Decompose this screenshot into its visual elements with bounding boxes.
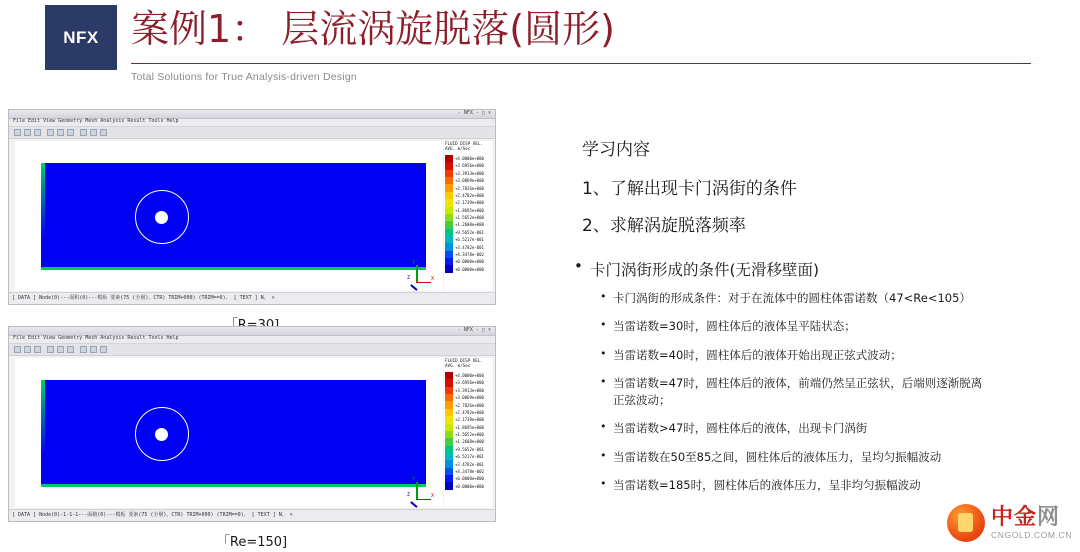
app-toolbar-1[interactable] xyxy=(9,127,495,139)
legend-value: +6.5217e-001 xyxy=(455,454,484,460)
legend-value: +0.0000e+000 xyxy=(455,483,484,489)
app-menubar-text-2: File Edit View Geometry Mesh Analysis Result Tools Help xyxy=(13,335,179,341)
wall-boundary-1 xyxy=(41,267,426,270)
watermark-brand xyxy=(991,506,1072,529)
cfd-screenshot-2 xyxy=(8,326,496,522)
content-column xyxy=(560,135,1070,505)
app-menubar-1[interactable] xyxy=(9,119,495,127)
bullet-item: • 当雷诺数>47时，圆柱体后的液体，出现卡门涡街 xyxy=(600,420,1070,437)
legend-value: +2.7826e+000 xyxy=(455,185,484,191)
section-title: • 卡门涡街形成的条件(无滑移壁面) xyxy=(574,258,1070,280)
bullet-text-continued: 正弦波动； xyxy=(613,393,671,407)
app-menubar-text-1: File Edit View Geometry Mesh Analysis Result Tools Help xyxy=(13,118,179,124)
toolbar-icon-open[interactable] xyxy=(14,346,21,353)
logo-label: NFX xyxy=(63,27,99,47)
header-divider xyxy=(131,63,1031,64)
legend-title-2: FLUID DISP VEL. AVG. m/Sec xyxy=(445,358,483,369)
legend-value: +3.6956e+000 xyxy=(455,380,484,386)
app-menubar-2[interactable] xyxy=(9,336,495,344)
axis-triad-1 xyxy=(409,261,433,287)
study-heading: 学习内容 xyxy=(582,140,650,160)
legend-value: +0.0000e+000 xyxy=(455,476,484,482)
wall-boundary-2 xyxy=(41,484,426,487)
legend-value: +1.2608e+000 xyxy=(455,439,484,445)
velocity-field-1 xyxy=(41,163,426,270)
axis-label-x-2: X xyxy=(430,493,434,499)
inlet-boundary-1 xyxy=(41,163,45,270)
axis-y-2 xyxy=(416,482,418,500)
legend-value: +4.0000e+000 xyxy=(455,373,484,378)
app-statusbar-1 xyxy=(9,292,495,304)
toolbar-icon-save[interactable] xyxy=(24,346,31,353)
legend-value: +4.3478e-002 xyxy=(455,468,484,474)
toolbar-icon-mesh[interactable] xyxy=(80,346,87,353)
legend-value: +2.4782e+000 xyxy=(455,192,484,198)
legend-value: +3.6956e+000 xyxy=(455,163,484,169)
header-subtitle: Total Solutions for True Analysis-driven Design xyxy=(131,71,357,83)
app-toolbar-2[interactable] xyxy=(9,344,495,356)
watermark-brand-cn: 中金 xyxy=(991,505,1038,531)
cylinder-body-1 xyxy=(155,211,168,224)
toolbar-icon-undo[interactable] xyxy=(34,346,41,353)
toolbar-icon-pan[interactable] xyxy=(67,129,74,136)
axis-z-1 xyxy=(411,284,418,290)
toolbar-icon-result[interactable] xyxy=(100,129,107,136)
legend-value: +2.4782e+000 xyxy=(455,409,484,415)
legend-value: +3.3913e+000 xyxy=(455,387,484,393)
toolbar-icon-zoom[interactable] xyxy=(47,346,54,353)
toolbar-icon-rotate[interactable] xyxy=(57,129,64,136)
inlet-boundary-2 xyxy=(41,380,45,487)
legend-value: +3.4782e-001 xyxy=(455,461,484,467)
axis-label-y-1: Y xyxy=(412,260,416,266)
legend-value: +0.0000e+000 xyxy=(455,259,484,265)
slide-header xyxy=(0,0,1080,88)
legend-values-1 xyxy=(455,155,484,273)
axis-label-z-1: Z xyxy=(407,275,411,281)
cylinder-body-2 xyxy=(155,428,168,441)
axis-label-z-2: Z xyxy=(407,492,411,498)
study-item-1: 1、了解出现卡门涡街的条件 xyxy=(582,179,797,199)
legend-body-2 xyxy=(445,372,484,490)
legend-value: +2.1739e+000 xyxy=(455,200,484,206)
velocity-field-2 xyxy=(41,380,426,487)
toolbar-icon-pan[interactable] xyxy=(67,346,74,353)
toolbar-icon-rotate[interactable] xyxy=(57,346,64,353)
app-titlebar-text-2: - NFX - □ × xyxy=(457,327,491,333)
watermark-text xyxy=(991,506,1072,539)
legend-value: +3.4782e-001 xyxy=(455,244,484,250)
app-titlebar-text-1: - NFX - □ × xyxy=(457,110,491,116)
toolbar-icon-mesh[interactable] xyxy=(80,129,87,136)
legend-colorbar-1 xyxy=(445,155,453,273)
axis-z-2 xyxy=(411,501,418,507)
legend-value: +1.5652e+000 xyxy=(455,432,484,437)
legend-value: +3.0869e+000 xyxy=(455,178,484,184)
logo-badge xyxy=(45,5,117,70)
legend-value: +9.5652e-001 xyxy=(455,446,484,452)
toolbar-icon-zoom[interactable] xyxy=(47,129,54,136)
app-statusbar-2 xyxy=(9,509,495,521)
study-item-2: 2、求解涡旋脱落频率 xyxy=(582,216,746,236)
app-statusbar-text-2: [ DATA ] Node(0)-1-1-1---面積(0)---模板 要素(75 (全層)、CTR) TRIM+000) (TRIM==0)、 [ TEXT ] N、 × xyxy=(12,512,293,518)
bullet-text: 当雷诺数=47时，圆柱体后的液体，前端仍然呈正弦状，后端则逐渐脱离 xyxy=(613,375,983,390)
legend-value: +9.5652e-001 xyxy=(455,229,484,235)
cfd-screenshot-1 xyxy=(8,109,496,305)
axis-x-2 xyxy=(416,499,431,501)
legend-value: +2.7826e+000 xyxy=(455,402,484,408)
toolbar-icon-undo[interactable] xyxy=(34,129,41,136)
legend-value: +1.2608e+000 xyxy=(455,222,484,228)
legend-values-2 xyxy=(455,372,484,490)
legend-value: +1.8695e+000 xyxy=(455,424,484,430)
toolbar-icon-result[interactable] xyxy=(100,346,107,353)
axis-label-y-2: Y xyxy=(412,477,416,483)
bullet-item: • 当雷诺数=185时，圆柱体后的液体压力，呈非均匀振幅波动 xyxy=(600,477,1070,494)
legend-body-1 xyxy=(445,155,484,273)
bullet-item: • 当雷诺数=30时，圆柱体后的液体呈平陆状态； xyxy=(600,318,1070,335)
result-legend-2 xyxy=(444,358,492,508)
watermark-domain: CNGOLD.COM.CN xyxy=(991,529,1072,540)
caption-screenshot-2: 「Re=150] xyxy=(216,535,288,550)
toolbar-icon-solve[interactable] xyxy=(90,129,97,136)
watermark-logo-icon xyxy=(947,504,985,542)
legend-value: +2.1739e+000 xyxy=(455,417,484,423)
bullet-item: • 卡门涡街的形成条件：对于在流体中的圆柱体雷诺数（47<Re<105） xyxy=(600,290,1070,307)
legend-value: +0.0000e+000 xyxy=(455,266,484,272)
legend-value: +3.3913e+000 xyxy=(455,170,484,176)
bullet-item: • 当雷诺数在50至85之间，圆柱体后的液体压力，呈均匀振幅波动 xyxy=(600,449,1070,466)
toolbar-icon-solve[interactable] xyxy=(90,346,97,353)
axis-triad-2 xyxy=(409,478,433,504)
legend-colorbar-2 xyxy=(445,372,453,490)
axis-y-1 xyxy=(416,265,418,283)
legend-value: +1.8695e+000 xyxy=(455,207,484,213)
legend-value: +6.5217e-001 xyxy=(455,237,484,243)
axis-label-x-1: X xyxy=(430,276,434,282)
cfd-viewport-2[interactable] xyxy=(15,358,443,508)
watermark-brand-suffix: 网 xyxy=(1037,505,1061,531)
legend-value: +4.0000e+000 xyxy=(455,156,484,161)
watermark xyxy=(947,500,1072,546)
legend-value: +1.5652e+000 xyxy=(455,215,484,220)
legend-title-1: FLUID DISP VEL. AVG. m/Sec xyxy=(445,141,483,152)
toolbar-icon-open[interactable] xyxy=(14,129,21,136)
bullet-item xyxy=(600,375,1070,410)
cfd-viewport-1[interactable] xyxy=(15,141,443,291)
page-title: 案例1： 层流涡旋脱落(圆形) xyxy=(131,7,615,51)
result-legend-1 xyxy=(444,141,492,291)
app-statusbar-text-1: [ DATA ] Node(0)---面积(0)---模板 要素(75 (全層)、CTR) TRIM+000) (TRIM==0)、 [ TEXT ] N、 × xyxy=(12,295,275,301)
axis-x-1 xyxy=(416,282,431,284)
legend-value: +4.3478e-002 xyxy=(455,251,484,257)
toolbar-icon-save[interactable] xyxy=(24,129,31,136)
bullet-item: • 当雷诺数=40时，圆柱体后的液体开始出现正弦式波动； xyxy=(600,347,1070,364)
legend-value: +3.0869e+000 xyxy=(455,395,484,401)
